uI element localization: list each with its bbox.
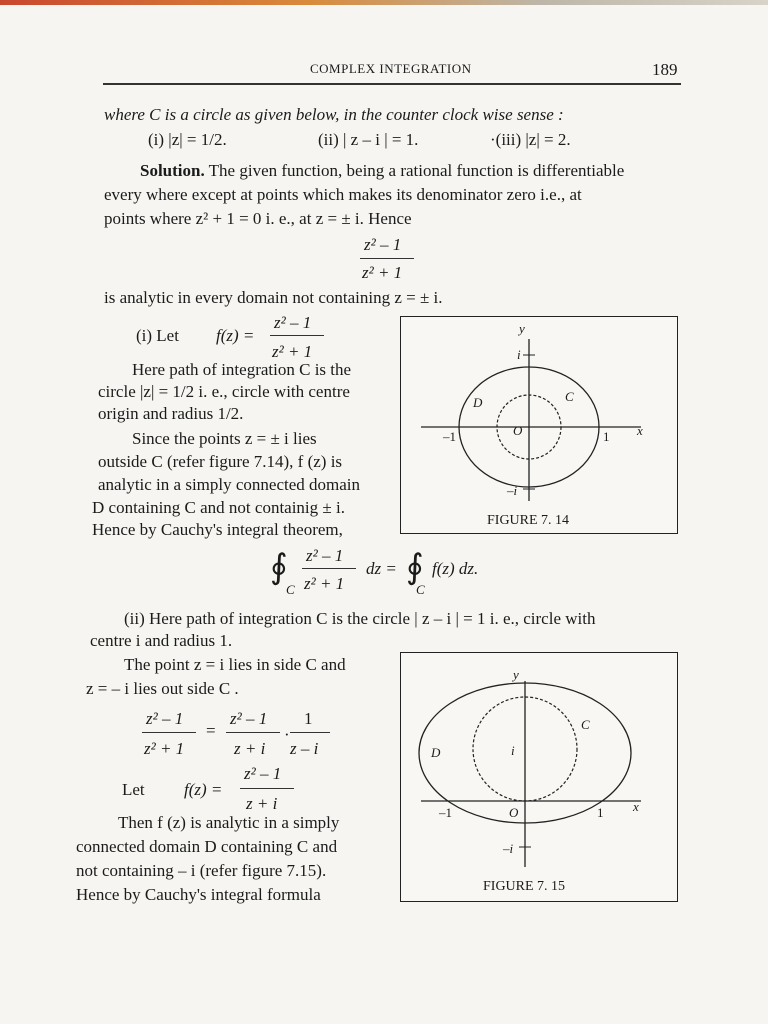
part1-let: (i) Let (136, 326, 179, 345)
part2-let: Let (122, 780, 145, 799)
intro-line: where C is a circle as given below, in the counter clock wise sense : (104, 105, 564, 124)
fig1-D-label: D (473, 395, 483, 410)
solution-fraction-denominator: z² + 1 (362, 263, 403, 282)
figure-7-14-diagram (401, 317, 677, 533)
page-number: 189 (652, 60, 678, 79)
solution-text2: every where except at points which makes its denominator zero i.e., at (104, 185, 582, 204)
fig2-caption: FIGURE 7. 15 (483, 879, 566, 894)
eq-den1: z² + 1 (144, 739, 185, 758)
part1-fraction-bar (270, 335, 324, 336)
part1-line-7: D containing C and not containig ± i. (92, 498, 345, 517)
solution-fraction-numerator: z² – 1 (364, 235, 402, 254)
eq-bar3 (290, 732, 330, 733)
eq-bar1 (142, 732, 196, 733)
fig2-one-label: 1 (597, 805, 604, 820)
part2-let-num: z² – 1 (244, 764, 282, 783)
part2-line4: z = – i lies out side C . (86, 679, 239, 698)
eq-bar2 (226, 732, 280, 733)
solution-label: Solution. (140, 161, 205, 180)
fig2-i-label: i (511, 743, 515, 758)
part1-line-3: origin and radius 1/2. (98, 404, 244, 423)
part2-let-den: z + i (246, 794, 278, 813)
header-rule (103, 83, 681, 85)
eq-dot: · (284, 725, 290, 744)
fig2-x-label: x (633, 799, 639, 814)
eq-num3: 1 (304, 709, 313, 728)
part2-fz: f(z) = (184, 780, 223, 799)
integral-1-rhs: f(z) dz. (432, 559, 479, 578)
case-2: (ii) | z – i | = 1. (318, 130, 419, 149)
part1-line-6: analytic in a simply connected domain (98, 475, 361, 494)
fig1-i-label: i (517, 347, 521, 362)
part1-fraction-denominator: z² + 1 (272, 342, 313, 361)
fig2-D-label: D (431, 745, 441, 760)
integral-1-num: z² – 1 (306, 546, 344, 565)
figure-7-15 (400, 652, 678, 902)
solution-fraction-bar (360, 258, 414, 259)
fig1-one-label: 1 (603, 429, 610, 444)
part1-fz: f(z) = (216, 326, 255, 345)
integral-1-bar (302, 568, 356, 569)
part1-fraction-numerator: z² – 1 (274, 313, 312, 332)
fig2-y-label: y (513, 667, 519, 682)
part2-line2: centre i and radius 1. (90, 631, 233, 650)
fig2-minus-i-label: –i (503, 841, 514, 856)
contour-integral-icon-2: ∮ (406, 549, 424, 586)
part1-line-2: circle |z| = 1/2 i. e., circle with centre (98, 382, 350, 401)
fig1-O-label: O (513, 423, 523, 438)
integral-1 (270, 545, 530, 601)
running-title: COMPLEX INTEGRATION (310, 61, 472, 76)
fig1-minus-i-label: –i (507, 483, 518, 498)
part2-text-1: Then f (z) is analytic in a simply (118, 813, 340, 832)
integral-1-den: z² + 1 (304, 574, 345, 593)
fig1-caption: FIGURE 7. 14 (487, 513, 570, 528)
eq-den2: z + i (234, 739, 266, 758)
part1-line-1: Here path of integration C is the (132, 360, 352, 379)
integral-1-sub-2: C (416, 582, 425, 597)
fig1-C-label: C (565, 389, 574, 404)
integral-1-sub: C (286, 582, 295, 597)
part2-text-2: connected domain D containing C and (76, 837, 338, 856)
part2-text-4: Hence by Cauchy's integral formula (76, 885, 321, 904)
fig1-y-label: y (519, 321, 525, 336)
solution-text1: The given function, being a rational function is differentiable (204, 161, 625, 180)
fig2-minus1-label: –1 (439, 805, 452, 820)
fig2-C-label: C (581, 717, 590, 732)
solution-text4: is analytic in every domain not containing z = ± i. (104, 288, 443, 307)
figure-7-14 (400, 316, 678, 534)
figure-7-15-diagram (401, 653, 677, 901)
case-1: (i) |z| = 1/2. (148, 130, 227, 149)
solution-text3: points where z² + 1 = 0 i. e., at z = ± i. Hence (104, 209, 412, 228)
part2-text-3: not containing – i (refer figure 7.15). (76, 861, 327, 880)
eq-equals: = (206, 721, 216, 740)
part2-let-bar (240, 788, 294, 789)
part1-line-5: outside C (refer figure 7.14), f (z) is (98, 452, 343, 471)
part1-line-4: Since the points z = ± i lies (132, 429, 317, 448)
integral-1-dz: dz = (366, 559, 397, 578)
eq-num2: z² – 1 (230, 709, 268, 728)
fig1-x-label: x (637, 423, 643, 438)
part1-line-8: Hence by Cauchy's integral theorem, (92, 520, 343, 539)
part2-line1: (ii) Here path of integration C is the circle | z – i | = 1 i. e., circle with (124, 609, 596, 628)
fig1-minus1-label: –1 (443, 429, 456, 444)
page-top-edge (0, 0, 768, 5)
solution-para-line1 (140, 160, 624, 182)
part2-line3: The point z = i lies in side C and (124, 655, 346, 674)
case-3: ·(iii) |z| = 2. (490, 130, 571, 149)
eq-den3: z – i (290, 739, 319, 758)
contour-integral-icon: ∮ (270, 549, 288, 586)
eq-num1: z² – 1 (146, 709, 184, 728)
fig2-O-label: O (509, 805, 519, 820)
